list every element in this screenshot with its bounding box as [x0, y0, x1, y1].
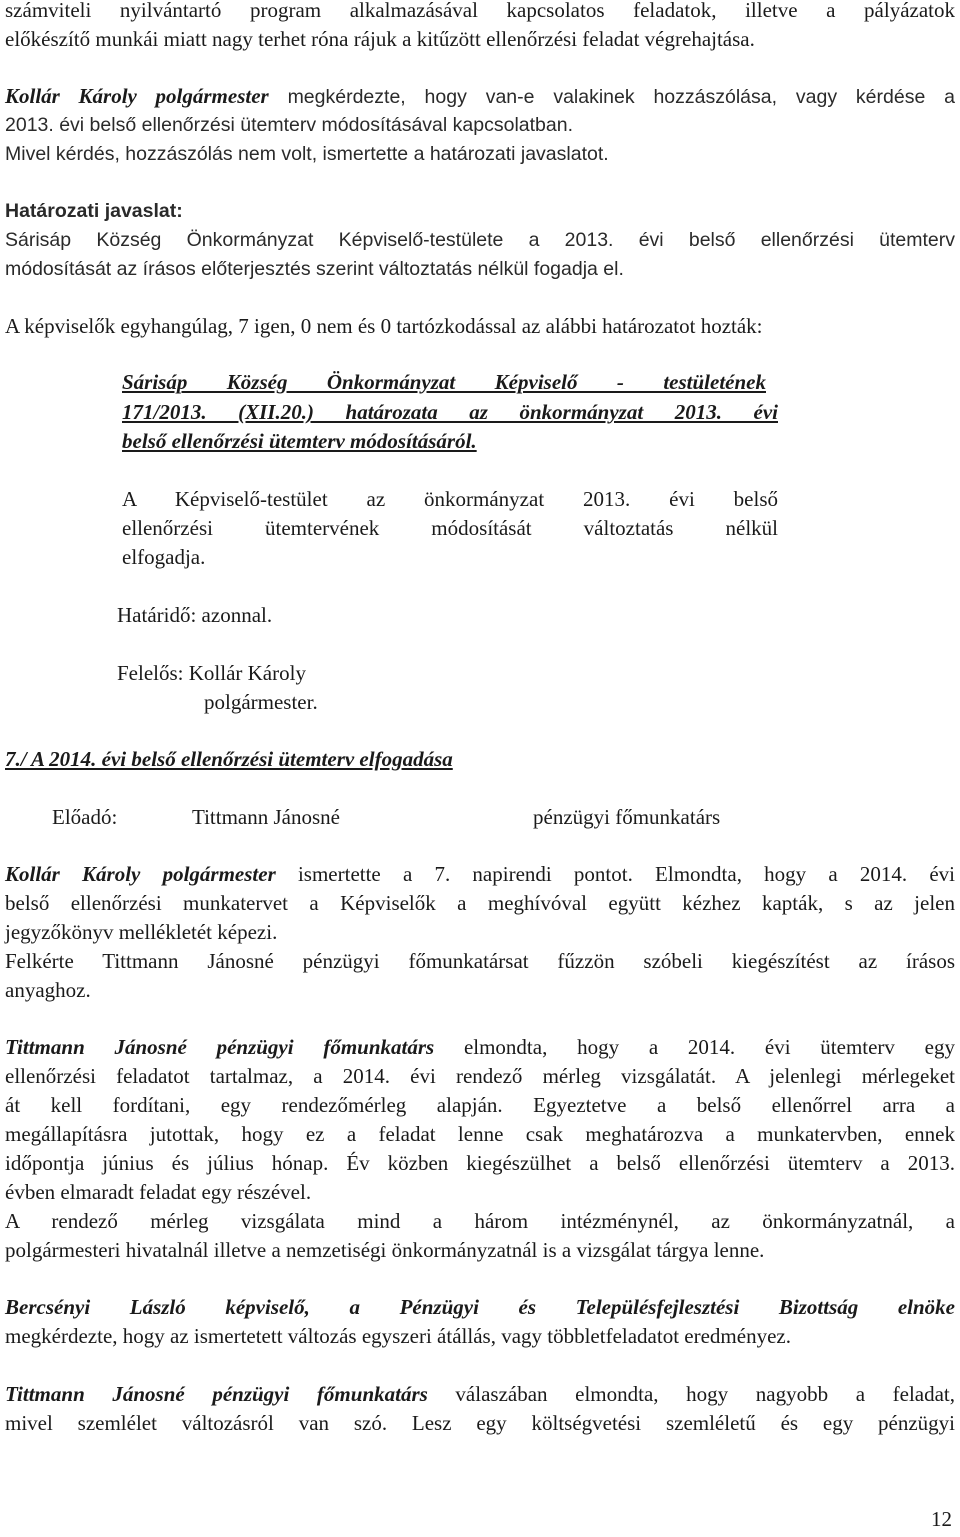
para1-line-1 — [5, 860, 955, 889]
speaker-name: Tittmann Jánosné pénzügyi főmunkatárs — [5, 1382, 428, 1406]
mayor-question-line-2: 2013. évi belső ellenőrzési ütemterv módosításával kapcsolatban. — [5, 114, 573, 136]
resolution-title-line-2: 171/2013. (XII.20.) határozata az önkormányzat 2013. évi — [122, 400, 778, 424]
presenter-name: Tittmann Jánosné — [192, 805, 340, 829]
resolution-body-line-2: ellenőrzési ütemtervének módosítását változtatás nélkül — [122, 516, 778, 540]
resolution-deadline: Határidő: azonnal. — [117, 603, 273, 627]
resolution-body-line-1: A Képviselő-testület az önkormányzat 2013. évi belső — [122, 487, 778, 511]
resolution-responsible: Felelős: Kollár Károly — [117, 661, 306, 685]
para3-speaker: Bercsényi László képviselő, a Pénzügyi és Településfejlesztési Bizottság elnöke — [5, 1295, 955, 1319]
proposal-heading: Határozati javaslat: — [5, 200, 183, 222]
para2-line-3: át kell fordítani, egy rendezőmérleg alapján. Egyeztetve a belső ellenőrrel arra a — [5, 1093, 955, 1117]
para1-line-5: anyaghoz. — [5, 978, 91, 1002]
presenter-role: pénzügyi főmunkatárs — [533, 805, 721, 829]
para1-line-4: Felkérte Tittmann Jánosné pénzügyi főmunkatársat fűzzön szóbeli kiegészítést az írásos — [5, 949, 955, 973]
speaker-name: Kollár Károly polgármester — [5, 84, 269, 108]
intro-line-1: számviteli nyilvántartó program alkalmazásával kapcsolatos feladatok, illetve a pályázatok — [5, 0, 955, 22]
mayor-question-line-3: Mivel kérdés, hozzászólás nem volt, ismertette a határozati javaslatot. — [5, 143, 609, 165]
para4-line-2: mivel szemlélet változásról van szó. Lesz egy költségvetési szemléletű és egy pénzügyi — [5, 1411, 955, 1435]
proposal-line-2: módosítását az írásos előterjesztés szerint változtatás nélkül fogadja el. — [5, 258, 624, 280]
vote-result: A képviselők egyhangúlag, 7 igen, 0 nem és 0 tartózkodással az alábbi határozatot hozták: — [5, 314, 763, 338]
para1-line-2: belső ellenőrzési munkatervet a Képviselők a meghívóval együtt kézhez kapták, s az jelen — [5, 891, 955, 915]
para3-line-2: megkérdezte, hogy az ismertetett változás egyszeri átállás, vagy többletfeladatot eredményez. — [5, 1324, 791, 1348]
agenda-item-title: 7./ A 2014. évi belső ellenőrzési ütemterv elfogadása — [5, 747, 453, 771]
para1-line-3: jegyzőkönyv mellékletét képezi. — [5, 920, 278, 944]
page-number: 12 — [931, 1507, 952, 1531]
speaker-name: Tittmann Jánosné pénzügyi főmunkatárs — [5, 1035, 435, 1059]
proposal-line-1: Sárisáp Község Önkormányzat Képviselő-testülete a 2013. évi belső ellenőrzési ütemterv — [5, 229, 955, 251]
para4-line-1 — [5, 1380, 955, 1409]
para2-line-8: polgármesteri hivatalnál illetve a nemzetiségi önkormányzatnál is a vizsgálat tárgya lenne. — [5, 1238, 765, 1262]
para2-line-1 — [5, 1033, 955, 1062]
para2-line-2: ellenőrzési feladatot tartalmaz, a 2014. évi rendező mérleg vizsgálatát. A jelenlegi mérlegeket — [5, 1064, 955, 1088]
para2-line-5: időpontja június és július hónap. Év közben kiegészülhet a belső ellenőrzési ütemterv a 2013. — [5, 1151, 955, 1175]
resolution-responsible-title: polgármester. — [204, 690, 318, 714]
para2-text: elmondta, hogy a 2014. évi ütemterv egy — [434, 1035, 955, 1059]
para2-line-4: megállapításra jutottak, hogy ez a feladat lenne csak meghatározva a munkatervben, ennek — [5, 1122, 955, 1146]
resolution-title-line-3: belső ellenőrzési ütemterv módosításáról. — [122, 429, 477, 453]
para4-text: válaszában elmondta, hogy nagyobb a feladat, — [427, 1382, 956, 1406]
para2-line-7: A rendező mérleg vizsgálata mind a három intézménynél, az önkormányzatnál, a — [5, 1209, 955, 1233]
mayor-question-text: megkérdezte, hogy van-e valakinek hozzászólása, vagy kérdése a — [268, 86, 955, 108]
speaker-name: Kollár Károly polgármester — [5, 862, 276, 886]
intro-line-2: előkészítő munkái miatt nagy terhet róna rájuk a kitűzött ellenőrzési feladat végrehajtása. — [5, 27, 755, 51]
resolution-body-line-3: elfogadja. — [122, 545, 206, 569]
resolution-title-line-1: Sárisáp Község Önkormányzat Képviselő - testületének — [122, 370, 766, 394]
presenter-label: Előadó: — [52, 805, 118, 829]
para2-line-6: évben elmaradt feladat egy részével. — [5, 1180, 312, 1204]
para1-text: ismertette a 7. napirendi pontot. Elmondta, hogy a 2014. évi — [275, 862, 955, 886]
mayor-question-line-1 — [5, 82, 955, 112]
